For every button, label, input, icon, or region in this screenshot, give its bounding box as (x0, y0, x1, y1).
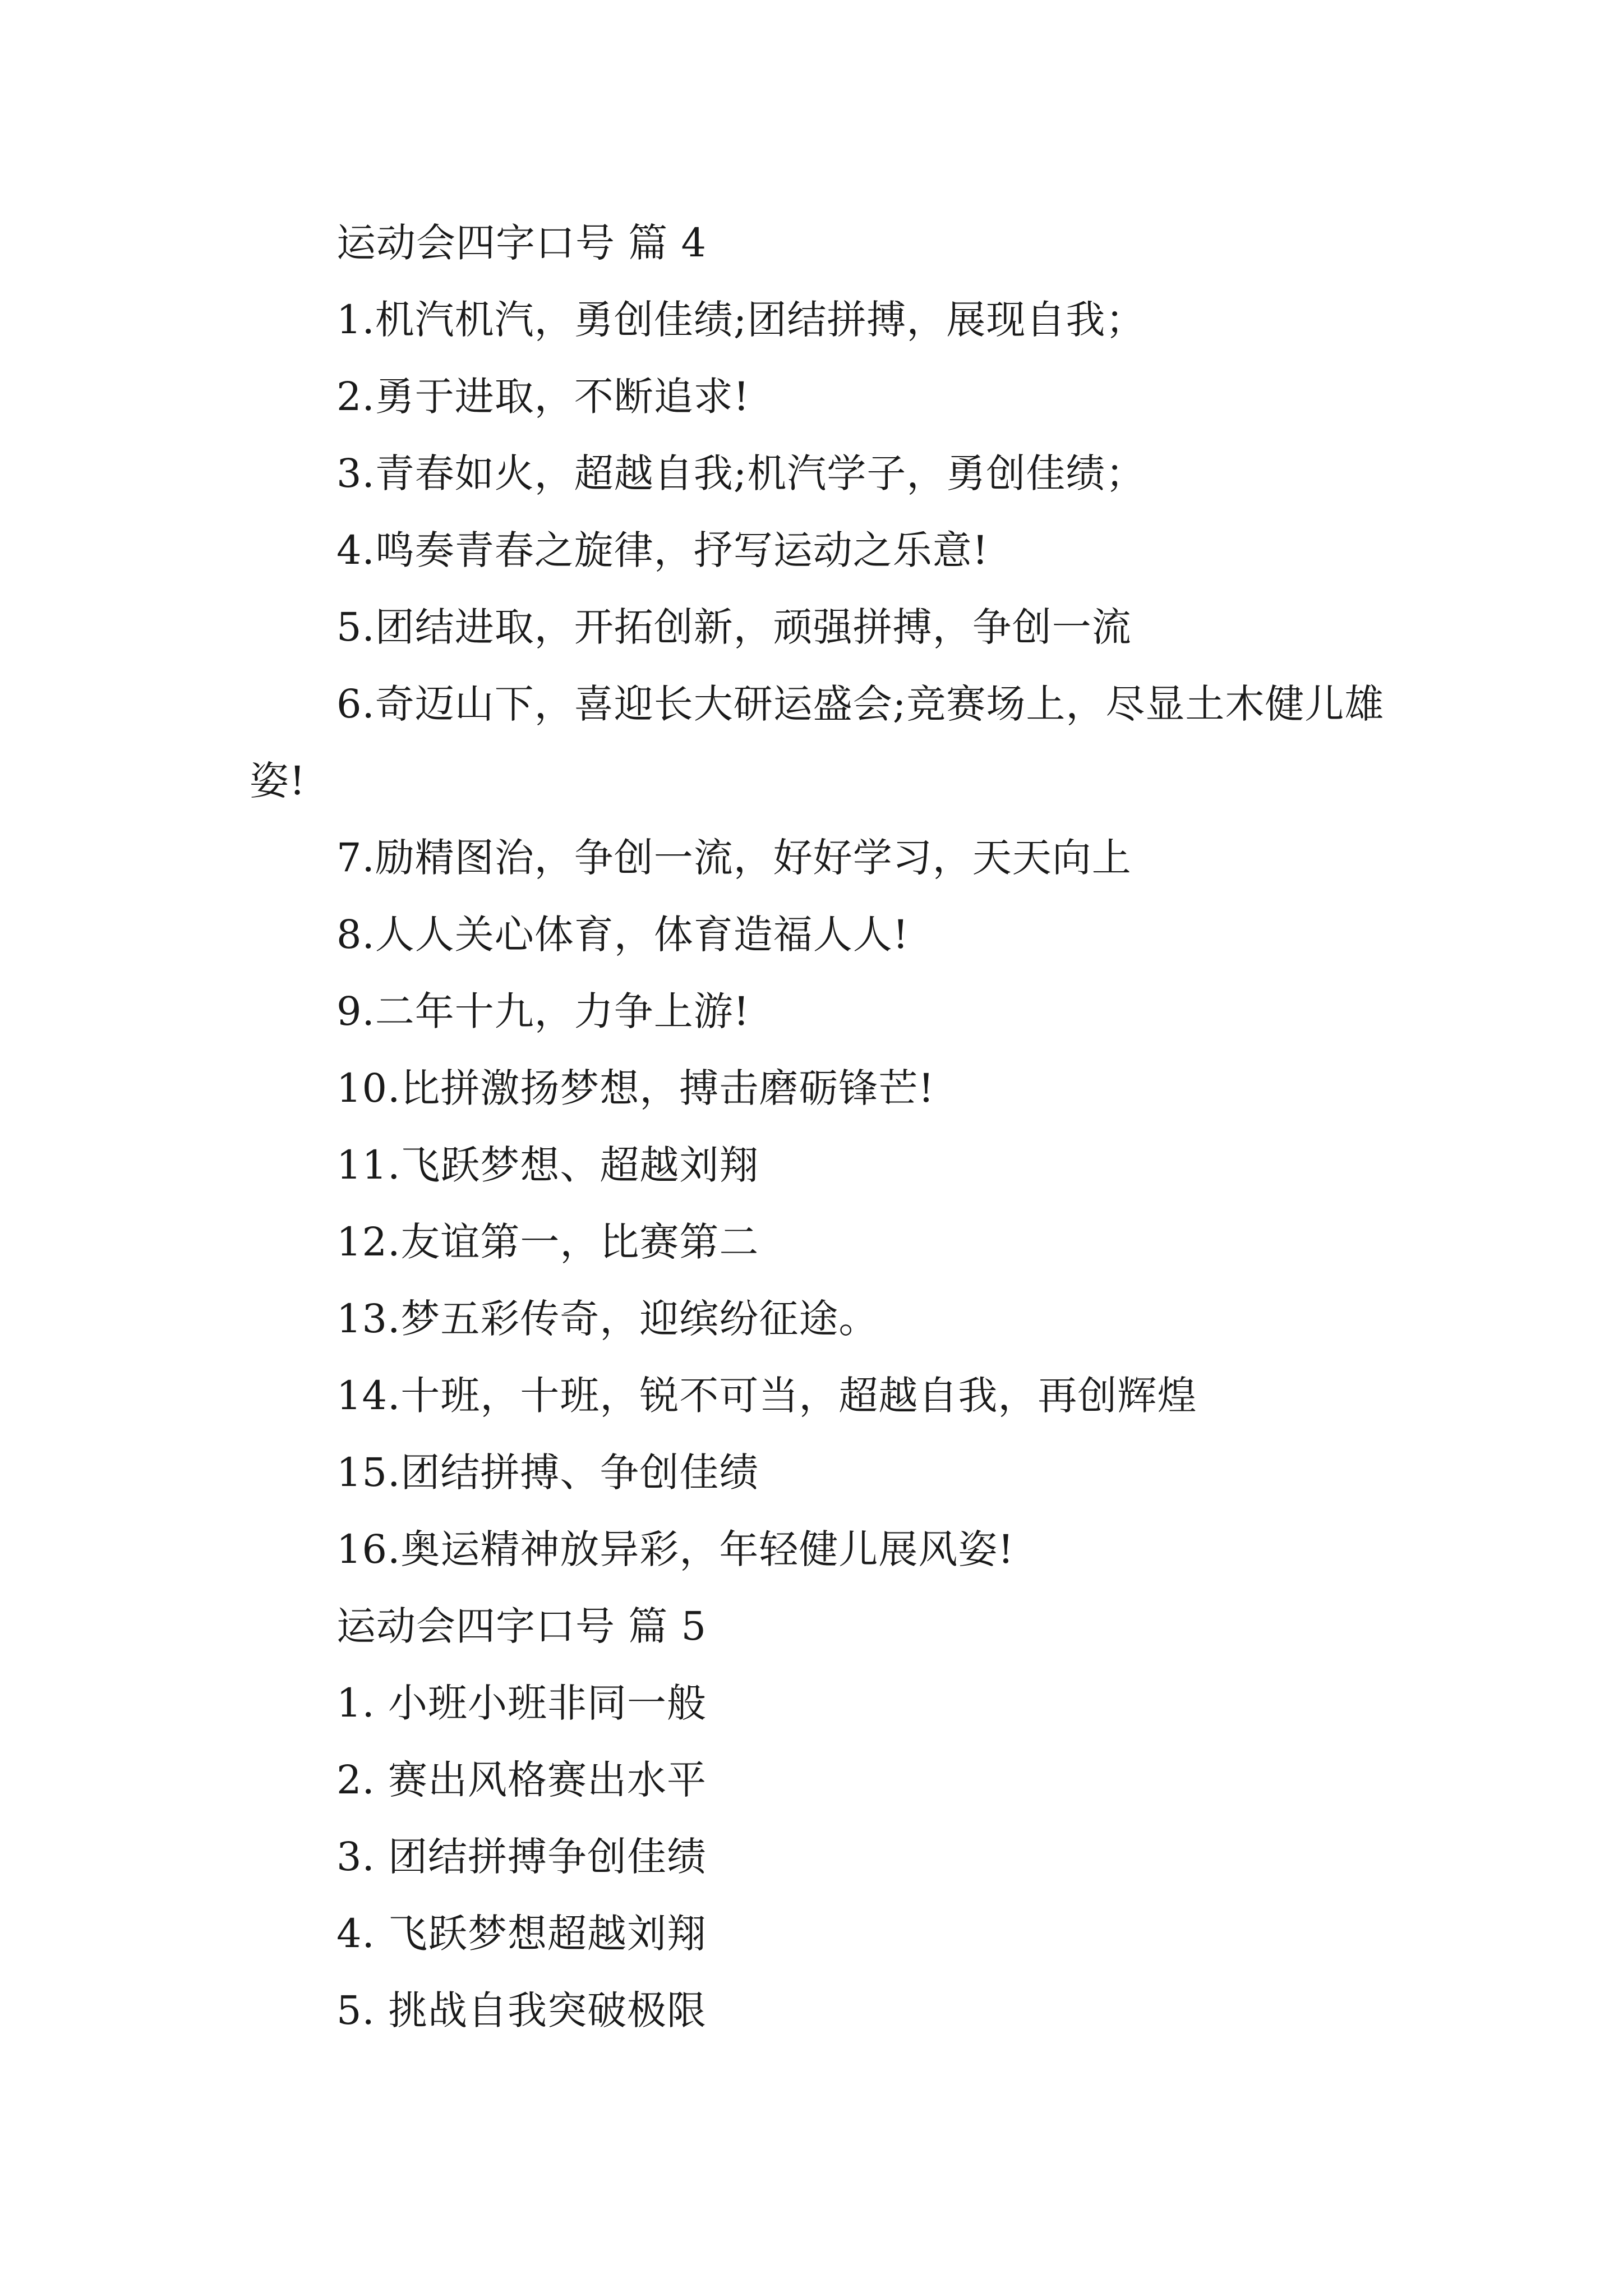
slogan-item: 12.友谊第一，比赛第二 (336, 1219, 759, 1265)
section-heading-5: 运动会四字口号 篇 5 (336, 1603, 707, 1649)
document-body (250, 205, 1388, 2049)
slogan-item: 1. 小班小班非同一般 (336, 1680, 707, 1726)
slogan-item: 14.十班，十班，锐不可当，超越自我，再创辉煌 (336, 1373, 1197, 1419)
section-heading-4: 运动会四字口号 篇 4 (336, 220, 707, 266)
slogan-item: 2. 赛出风格赛出水平 (336, 1757, 707, 1803)
slogan-item: 7.励精图治，争创一流，好好学习，天天向上 (336, 835, 1132, 881)
slogan-item: 1.机汽机汽，勇创佳绩;团结拼搏，展现自我； (336, 297, 1146, 343)
slogan-item: 8.人人关心体育，体育造福人人! (336, 912, 909, 958)
slogan-item: 10.比拼激扬梦想，搏击磨砺锋芒! (336, 1065, 935, 1111)
slogan-item: 3.青春如火，超越自我;机汽学子，勇创佳绩； (336, 450, 1146, 496)
slogan-item: 4. 飞跃梦想超越刘翔 (336, 1911, 707, 1957)
slogan-item: 11.飞跃梦想、超越刘翔 (336, 1142, 759, 1188)
slogan-item: 15.团结拼搏、争创佳绩 (336, 1450, 759, 1496)
slogan-item: 13.梦五彩传奇，迎缤纷征途。 (336, 1296, 879, 1342)
slogan-item: 6.奇迈山下，喜迎长大研运盛会;竞赛场上，尽显土木健儿雄姿! (250, 681, 1385, 804)
slogan-item: 9.二年十九，力争上游! (336, 988, 750, 1034)
slogan-item: 5. 挑战自我突破极限 (336, 1987, 707, 2033)
slogan-item: 4.鸣奏青春之旋律，抒写运动之乐意! (336, 527, 989, 573)
slogan-item: 2.勇于进取，不断追求! (336, 374, 750, 420)
slogan-item: 3. 团结拼搏争创佳绩 (336, 1834, 707, 1880)
slogan-item: 16.奥运精神放异彩，年轻健儿展风姿! (336, 1526, 1015, 1572)
slogan-item: 5.团结进取，开拓创新，顽强拼搏，争创一流 (336, 604, 1132, 650)
